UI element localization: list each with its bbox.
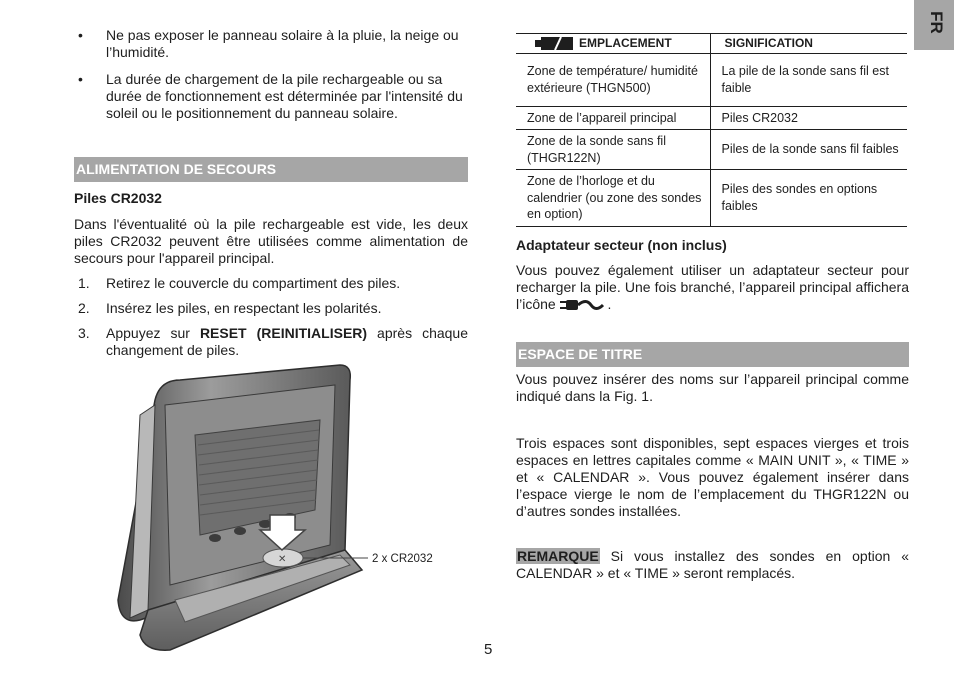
name-space-paragraph-2: Trois espaces sont disponibles, sept espaces vierges et trois espaces en lettres capitales comme « MAIN UNIT », « TIME » et « CALENDAR ». Vous pouvez également insérer dans l’espace vierge le nom de l’emplacement du THGR122N ou d’autres sondes installées. bbox=[516, 434, 909, 519]
section-title-backup-power: ALIMENTATION DE SECOURS bbox=[74, 157, 468, 182]
right-column bbox=[516, 27, 909, 582]
page-number: 5 bbox=[484, 641, 493, 658]
section-title-name-space: ESPACE DE TITRE bbox=[516, 342, 909, 367]
table-row: Zone de la sonde sans fil (THGR122N) Piles de la sonde sans fil faibles bbox=[516, 130, 907, 170]
ac-plug-icon bbox=[560, 297, 604, 313]
adapter-heading: Adaptateur secteur (non inclus) bbox=[516, 236, 727, 253]
step-item: 3. Appuyez sur RESET (REINITIALISER) après chaque changement de piles. bbox=[78, 325, 469, 358]
paragraph: Dans l'éventualité où la pile rechargeable est vide, les deux piles CR2032 peuvent être utilisées comme alimentation de secours pour l'appareil principal. bbox=[74, 216, 468, 266]
step-item: 1. Retirez le couvercle du compartiment des piles. bbox=[78, 275, 401, 291]
table-header-row: EMPLACEMENT SIGNIFICATION bbox=[516, 34, 907, 54]
svg-text:✕: ✕ bbox=[278, 554, 287, 565]
table-row: Zone de température/ humidité extérieure (THGN500) La pile de la sonde sans fil est faible bbox=[516, 53, 907, 106]
language-tab bbox=[914, 0, 954, 50]
list-item: • Ne pas exposer le panneau solaire à la pluie, la neige ou l’humidité. bbox=[78, 27, 459, 60]
left-column bbox=[74, 27, 468, 359]
battery-low-icon bbox=[533, 36, 575, 51]
name-space-paragraph-1: Vous pouvez insérer des noms sur l’appareil principal comme indiqué dans la Fig. 1. bbox=[516, 370, 909, 404]
note-paragraph: REMARQUE Si vous installez des sondes en option « CALENDAR » et « TIME » seront remplacés. bbox=[516, 547, 909, 581]
step-item: 2. Insérez les piles, en respectant les polarités. bbox=[78, 300, 382, 316]
table-row: Zone de l’appareil principal Piles CR2032 bbox=[516, 106, 907, 130]
icon-location-table bbox=[516, 33, 907, 227]
adapter-paragraph: Vous pouvez également utiliser un adaptateur secteur pour recharger la pile. Une fois branché, l’appareil principal affichera l’icône . bbox=[516, 261, 909, 312]
device-battery-illustration bbox=[100, 360, 460, 660]
battery-callout-label: 2 x CR2032 bbox=[372, 553, 433, 565]
language-tab-label: FR bbox=[926, 11, 946, 34]
list-item: • La durée de chargement de la pile rechargeable ou sa durée de fonctionnement est déterminée par l'intensité du soleil ou le positionnement du panneau solaire. bbox=[78, 71, 463, 121]
note-label: REMARQUE bbox=[517, 547, 599, 564]
table-row: Zone de l’horloge et du calendrier (ou zone des sondes en option) Piles des sondes en options faibles bbox=[516, 170, 907, 227]
subheading: Piles CR2032 bbox=[74, 190, 162, 206]
